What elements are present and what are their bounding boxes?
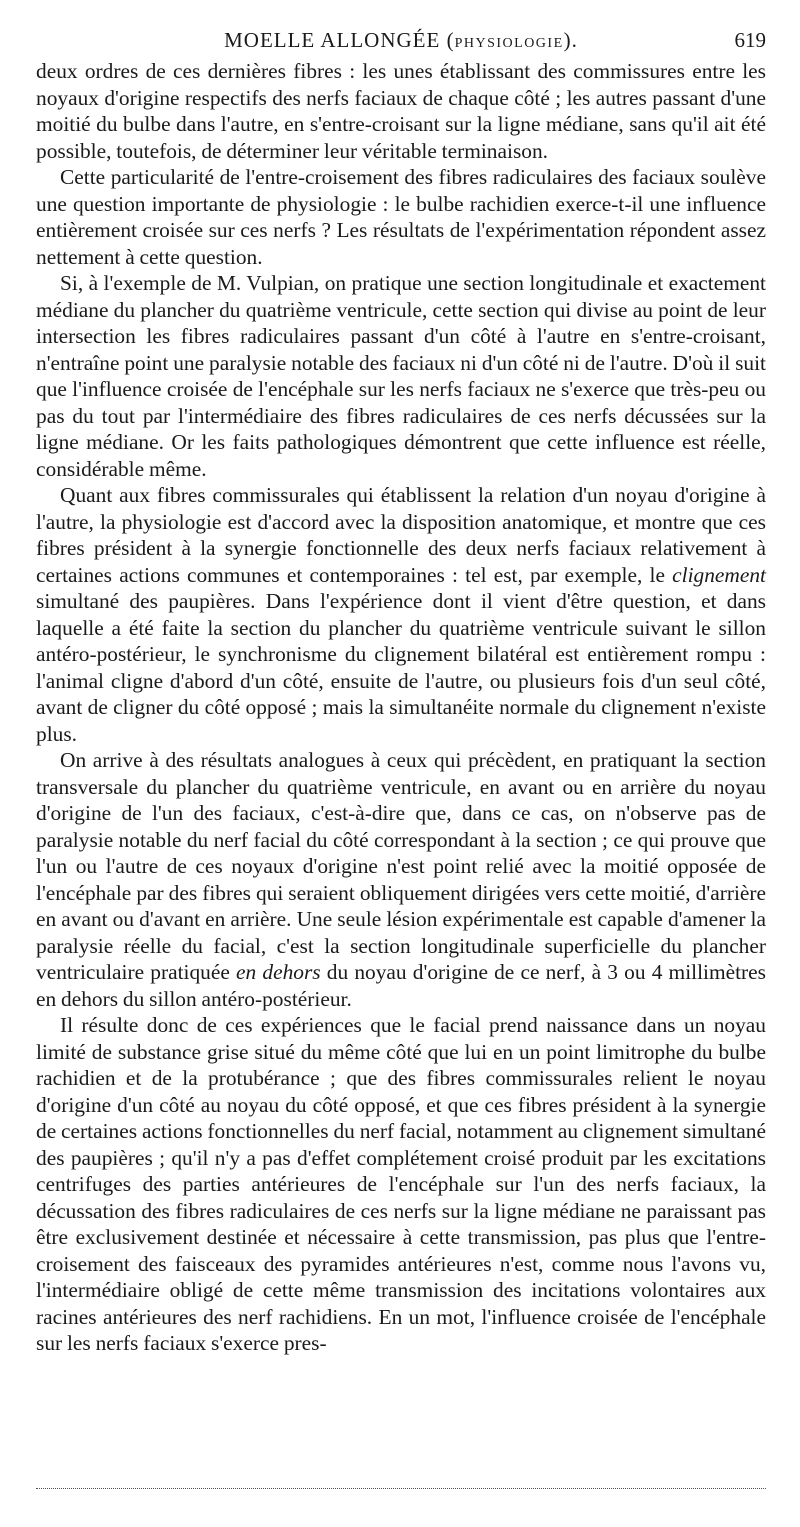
paragraph-2: Cette particularité de l'entre-croisement des fibres radiculaires des faciaux soulève une question importante de physiologie : le bulbe rachidien exerce-t-il une influence entièrement croisée sur ces nerfs ? Les résultats de l'expérimentation répondent assez nettement à cette question. xyxy=(36,165,766,269)
footer-dotted-rule xyxy=(36,1488,766,1489)
page-number: 619 xyxy=(734,28,766,52)
body-text xyxy=(36,58,766,1357)
running-title-section: PHYSIOLOGIE xyxy=(454,36,564,51)
paragraph-5-part-a: On arrive à des résultats analogues à ceux qui précèdent, en pratiquant la section transversale du plancher du quatrième ventricule, en avant ou en arrière du noyau d'origine de l'un des faciaux, c'est-à-dire que, dans ce cas, on n'observe pas de paralysie notable du nerf facial du côté correspondant à la section ; ce qui prouve que l'un ou l'autre de ces noyaux d'origine n'est point relié avec la moitié opposée de l'encéphale par des fibres qui seraient obliquement dirigées vers cette moitié, d'arrière en avant ou d'avant en arrière. Une seule lésion expérimentale est capable d'amener la paralysie réelle du facial, c'est la section longitudinale superficielle du plancher ventriculaire pratiquée xyxy=(36,748,766,984)
paragraph-1: deux ordres de ces dernières fibres : les unes établissant des commissures entre les noyaux d'origine respectifs des nerfs faciaux de chaque côté ; les autres passant d'une moitié du bulbe dans l'autre, en s'entre-croisant sur la ligne médiane, sans qu'il ait été possible, toutefois, de déterminer leur véritable terminaison. xyxy=(36,59,766,163)
emphasis-clignement: clignement xyxy=(672,562,766,587)
running-title-close: ). xyxy=(563,28,578,52)
running-title-main: MOELLE ALLONGÉE ( xyxy=(224,28,455,52)
paragraph-6: Il résulte donc de ces expériences que le facial prend naissance dans un noyau limité de substance grise situé du même côté que lui en un point limitrophe du bulbe rachidien et de la protubérance ; que des fibres commissurales relient le noyau d'origine d'un côté au noyau du côté opposé, et que ces fibres président à la synergie de certaines actions fonctionnelles du nerf facial, notamment au clignement simultané des paupières ; qu'il n'y a pas d'effet complétement croisé produit par les excitations centrifuges des parties antérieures de l'encéphale sur l'un des nerfs faciaux, la décussation des fibres radiculaires de ces nerfs sur la ligne médiane ne paraissant pas être exclusivement destinée et nécessaire à cette transmission, pas plus que l'entre-croisement des faisceaux des pyramides antérieures n'est, comme nous l'avons vu, l'intermédiaire obligé de cette même transmission des incitations volontaires aux racines antérieures des nerf rachidiens. En un mot, l'influence croisée de l'encéphale sur les nerfs faciaux s'exerce pres- xyxy=(36,1013,766,1355)
paragraph-4-part-b: simultané des paupières. Dans l'expérience dont il vient d'être question, et dans laquelle a été faite la section du plancher du quatrième ventricule suivant le sillon antéro-postérieur, le synchronisme du clignement bilatéral est entièrement rompu : l'animal cligne d'abord d'un côté, ensuite de l'autre, ou plusieurs fois d'un seul côté, avant de cligner du côté opposé ; mais la simultanéite normale du clignement n'existe plus. xyxy=(36,589,766,746)
running-header xyxy=(36,22,766,58)
paragraph-4 xyxy=(36,482,766,747)
running-title xyxy=(36,28,766,53)
paragraph-3: Si, à l'exemple de M. Vulpian, on pratique une section longitudinale et exactement médiane du plancher du quatrième ventricule, cette section qui divise au point de leur intersection les fibres radiculaires passant d'un côté à l'autre en s'entre-croisant, n'entraîne point une paralysie notable des faciaux ni d'un côté ni de l'autre. D'où il suit que l'influence croisée de l'encéphale sur les nerfs faciaux ne s'exerce que très-peu ou pas du tout par l'intermédiaire des fibres radiculaires de ces nerfs décussées sur la ligne médiane. Or les faits pathologiques démontrent que cette influence est réelle, considérable même. xyxy=(36,271,766,481)
paragraph-5 xyxy=(36,747,766,1012)
paragraph-5-part-b: du noyau d'origine de ce nerf, à 3 ou 4 millimètres en dehors du sillon antéro-postérieur. xyxy=(36,960,766,1011)
paragraph-4-part-a: Quant aux fibres commissurales qui établissent la relation d'un noyau d'origine à l'autre, la physiologie est d'accord avec la disposition anatomique, et montre que ces fibres président à la synergie fonctionnelle des deux nerfs faciaux relativement à certaines actions communes et contemporaines : tel est, par exemple, le xyxy=(36,483,766,587)
emphasis-en-dehors: en dehors xyxy=(236,960,321,984)
page xyxy=(36,22,766,1357)
